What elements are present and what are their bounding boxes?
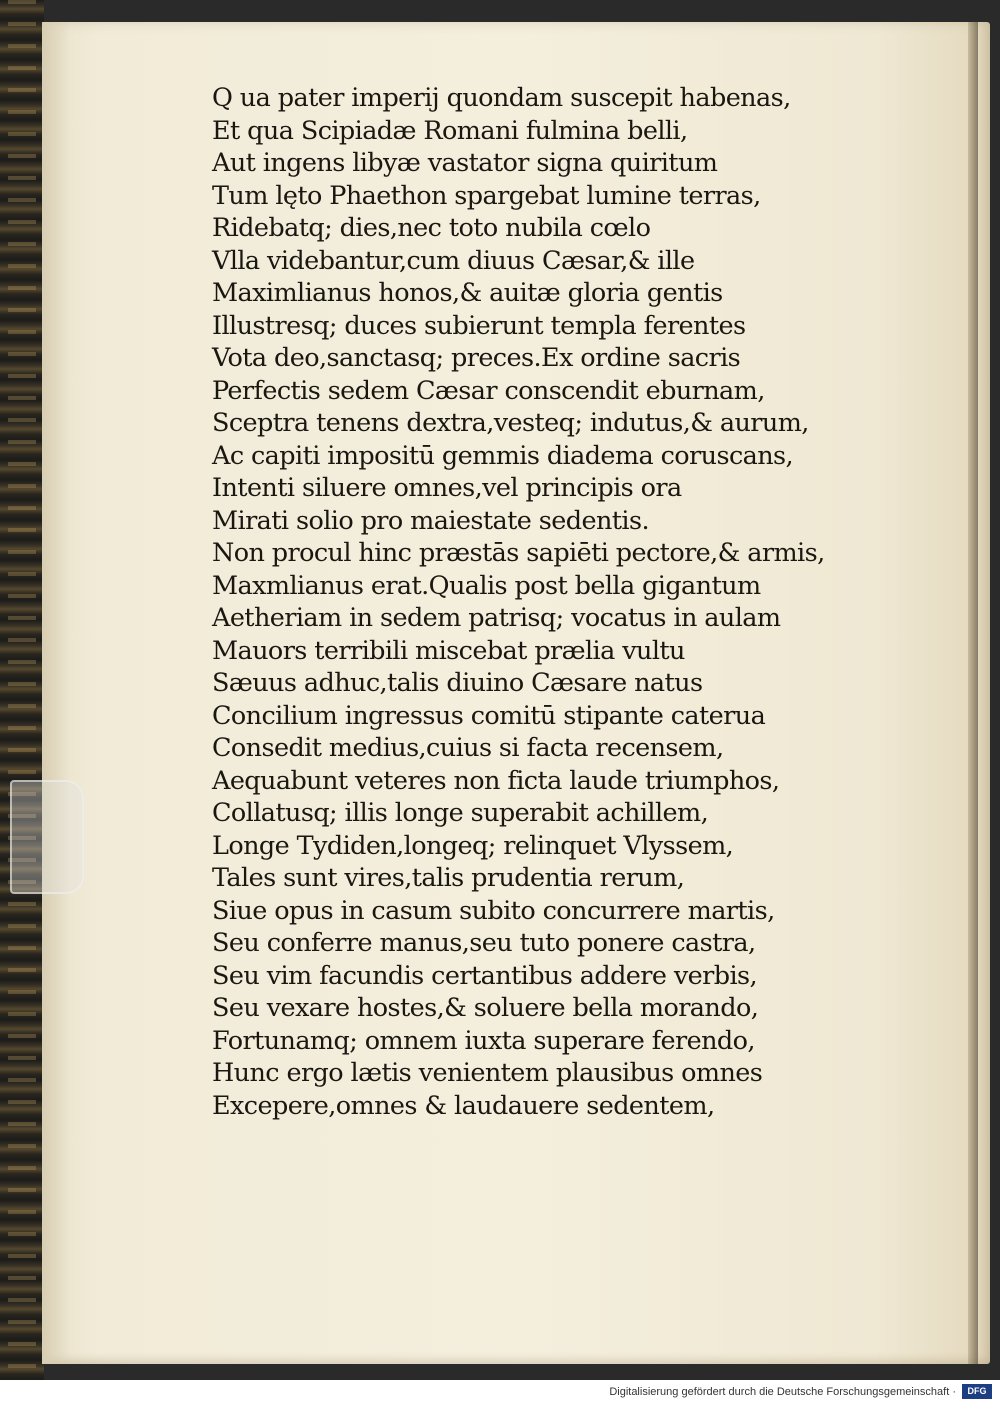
poem-line: Hunc ergo lætis venientem plausibus omnes [212, 1058, 763, 1088]
poem-line: Aetheriam in sedem patrisq; vocatus in aulam [212, 603, 781, 633]
poem-line: Vota deo,sanctasq; preces.Ex ordine sacris [212, 343, 741, 373]
poem-line: Consedit medius,cuius si facta recensem, [212, 733, 724, 763]
poem-line: Collatusq; illis longe superabit achillem, [212, 798, 709, 828]
poem-line: Seu vim facundis certantibus addere verbis, [212, 960, 758, 991]
poem-line: Perfectis sedem Cæsar conscendit eburnam, [212, 375, 765, 406]
poem-line: Siue opus in casum subito concurrere martis, [212, 895, 775, 926]
poem-line: Illustresq; duces subierunt templa ferentes [212, 310, 746, 341]
poem-line: Q ua pater imperij quondam suscepit habenas, [212, 83, 791, 113]
footer-credit-text: Digitalisierung gefördert durch die Deutsche Forschungsgemeinschaft · [609, 1386, 956, 1398]
poem-line: Non procul hinc præstās sapiēti pectore,& armis, [212, 538, 825, 568]
poem-line: Excepere,omnes & laudauere sedentem, [212, 1090, 715, 1121]
poem-line: Intenti siluere omnes,vel principis ora [212, 473, 682, 503]
poem-line: Maxmlianus erat.Qualis post bella gigantum [212, 570, 761, 601]
poem-line: Tum lęto Phaethon spargebat lumine terras, [212, 180, 761, 211]
poem-line: Ridebatq; dies,nec toto nubila cœlo [212, 213, 651, 243]
poem-line: Maximlianus honos,& auitæ gloria gentis [212, 278, 723, 308]
poem-line: Vlla videbantur,cum diuus Cæsar,& ille [212, 245, 695, 276]
digitization-footer [0, 1380, 1000, 1405]
poem-line: Mirati solio pro maiestate sedentis. [212, 505, 649, 536]
poem-line: Sæuus adhuc,talis diuino Cæsare natus [212, 668, 703, 698]
dfg-logo: DFG [962, 1384, 992, 1399]
poem-line: Fortunamq; omnem iuxta superare ferendo, [212, 1025, 755, 1056]
book-binding [0, 0, 44, 1380]
facing-page-showthrough [858, 30, 976, 1360]
poem-text-block [212, 82, 852, 1122]
page-edge-shadow [42, 22, 70, 1364]
poem-line: Longe Tydiden,longeq; relinquet Vlyssem, [212, 830, 734, 861]
poem-line: Aut ingens libyæ vastator signa quiritum [212, 148, 718, 178]
poem-line: Et qua Scipiadæ Romani fulmina belli, [212, 115, 688, 146]
poem-line: Aequabunt veteres non ficta laude triumphos, [212, 765, 780, 796]
poem-line: Tales sunt vires,talis prudentia rerum, [212, 863, 685, 893]
poem-line: Seu vexare hostes,& soluere bella morando, [212, 993, 759, 1023]
page-gutter [968, 22, 978, 1364]
page-clip [10, 780, 84, 894]
poem-line: Mauors terribili miscebat prælia vultu [212, 635, 685, 666]
poem-line: Seu conferre manus,seu tuto ponere castra, [212, 928, 756, 958]
poem-line: Sceptra tenens dextra,vesteq; indutus,& aurum, [212, 408, 809, 438]
poem-line: Concilium ingressus comitū stipante caterua [212, 700, 766, 731]
poem-line: Ac capiti impositū gemmis diadema coruscans, [212, 440, 794, 471]
